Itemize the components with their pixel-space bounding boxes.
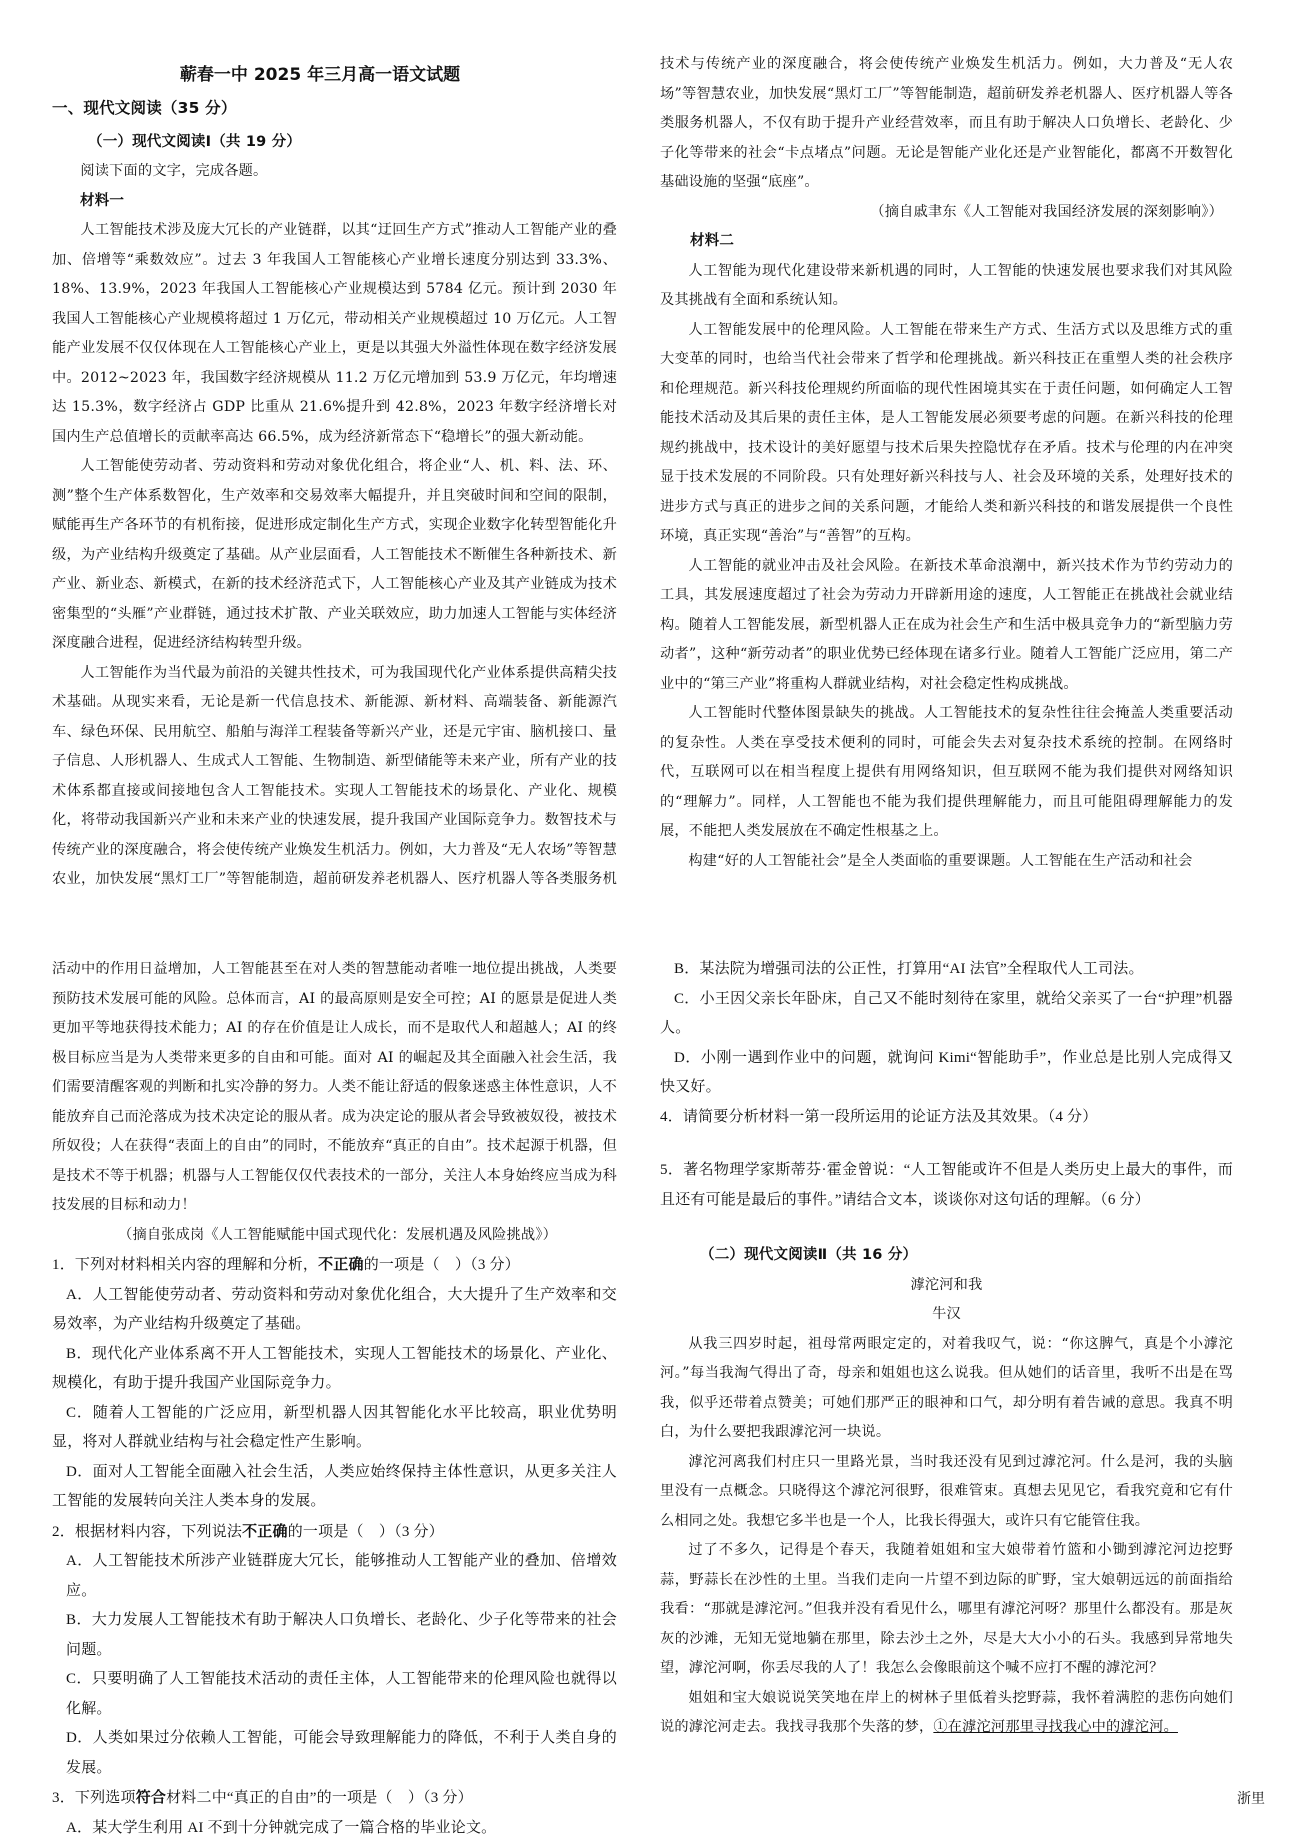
question-2-stem: 2．根据材料内容，下列说法不正确的一项是（ ）（3 分） [52, 1517, 617, 1548]
question-1-option-b[interactable]: B．现代化产业体系离不开人工智能技术，实现人工智能技术的场景化、产业化、规模化，有助于提升我国产业国际竞争力。 [52, 1340, 617, 1399]
question-3-option-b[interactable]: B．某法院为增强司法的公正性，打算用“AI 法官”全程取代人工司法。 [660, 955, 1233, 985]
paragraph: 人工智能时代整体图景缺失的挑战。人工智能技术的复杂性往往会掩盖人类重要活动的复杂性。人类在享受技术便利的同时，可能会失去对复杂技术系统的控制。在网络时代，互联网可以在相当程度上提供有用网络知识，但互联网不能为我们提供对网络知识的“理解力”。同样，人工智能也不能为我们提供理解能力，而且可能阻碍理解能力的发展，不能把人类发展放在不确定性根基之上。 [660, 699, 1233, 847]
question-2-option-c[interactable]: C．只要明确了人工智能技术活动的责任主体，人工智能带来的伦理风险也就得以化解。 [52, 1665, 617, 1724]
paragraph: 人工智能技术涉及庞大冗长的产业链群，以其“迂回生产方式”推动人工智能产业的叠加、倍增等“乘数效应”。过去 3 年我国人工智能核心产业增长速度分别达到 33.3%、18%、13.9%，2023 年我国人工智能核心产业规模达到 5784 亿元。预计到 2030 年我国人工智能核心产业规模将超过 1 万亿元，带动相关产业规模超过 10 万亿元。人工智能产业发展不仅仅体现在人工智能核心产业上，更是以其强大外溢性体现在数字经济发展中。2012~2023 年，我国数字经济规模从 11.2 万亿元增加到 53.9 万亿元，年均增速达 15.3%，数字经济占 GDP 比重从 21.6%提升到 42.8%，2023 年数字经济增长对国内生产总值增长的贡献率高达 66.5%，成为经济新常态下“稳增长”的强大新动能。 [52, 216, 617, 452]
subsection-heading: （二）现代文阅读Ⅱ（共 16 分） [660, 1241, 1233, 1271]
source-citation: （摘自戚聿东《人工智能对我国经济发展的深刻影响》） [660, 198, 1233, 228]
question-4[interactable]: 4．请简要分析材料一第一段所运用的论证方法及其效果。（4 分） [660, 1103, 1233, 1133]
paragraph: 人工智能使劳动者、劳动资料和劳动对象优化组合，将企业“人、机、料、法、环、测”整个生产体系数智化，生产效率和交易效率大幅提升，并且突破时间和空间的限制，赋能再生产各环节的有机衔接，促进形成定制化生产方式，实现企业数字化转型智能化升级，为产业结构升级奠定了基础。从产业层面看，人工智能技术不断催生各种新技术、新产业、新业态、新模式，在新的技术经济范式下，人工智能核心产业及其产业链成为技术密集型的“头雁”产业群链，通过技术扩散、产业关联效应，助力加速人工智能与实体经济深度融合进程，促进经济结构转型升级。 [52, 452, 617, 659]
paragraph: 姐姐和宝大娘说说笑笑地在岸上的树林子里低着头挖野蒜，我怀着满腔的悲伤向她们说的滹沱河走去。我找寻我那个失落的梦，①在滹沱河那里寻找我心中的滹沱河。 [660, 1684, 1233, 1743]
material-label: 材料一 [52, 187, 617, 217]
source-citation: （摘自张成岗《人工智能赋能中国式现代化：发展机遇及风险挑战》） [52, 1221, 617, 1251]
column-bottom-right [660, 955, 1233, 1743]
paragraph: 人工智能的就业冲击及社会风险。在新技术革命浪潮中，新兴技术作为节约劳动力的工具，其发展速度超过了社会为劳动力开辟新用途的速度，人工智能正在挑战社会就业结构。随着人工智能发展，新型机器人正在成为社会生产和生活中极具竞争力的“新型脑力劳动者”，这种“新劳动者”的职业优势已经体现在诸多行业。随着人工智能广泛应用，第二产业中的“第三产业”将重构人群就业结构，对社会稳定性构成挑战。 [660, 552, 1233, 700]
question-3-stem: 3．下列选项符合材料二中“真正的自由”的一项是（ ）（3 分） [52, 1783, 617, 1814]
column-bottom-left [52, 955, 617, 1843]
question-2-option-a[interactable]: A．人工智能技术所涉产业链群庞大冗长，能够推动人工智能产业的叠加、倍增效应。 [52, 1547, 617, 1606]
paragraph-continued: 活动中的作用日益增加，人工智能甚至在对人类的智慧能动者唯一地位提出挑战，人类要预防技术发展可能的风险。总体而言，AI 的最高原则是安全可控；AI 的愿景是促进人类更加平等地获得技术能力；AI 的存在价值是让人成长，而不是取代人和超越人；AI 的终极目标应当是为人类带来更多的自由和可能。面对 AI 的崛起及其全面融入社会生活，我们需要清醒客观的判断和扎实冷静的努力。人类不能让舒适的假象迷惑主体性意识，人不能放弃自己而沦落成为技术决定论的服从者。成为决定论的服从者会导致被奴役，被技术所奴役；人在获得“表面上的自由”的同时，不能放弃“真正的自由”。技术起源于机器，但是技术不等于机器；机器与人工智能仅仅代表技术的一部分，关注人本身始终应当成为科技发展的目标和动力！ [52, 955, 617, 1221]
paragraph-start: 构建“好的人工智能社会”是全人类面临的重要课题。人工智能在生产活动和社会 [660, 847, 1233, 877]
underlined-sentence: ①在滹沱河那里寻找我心中的滹沱河。 [933, 1719, 1178, 1735]
instruction: 阅读下面的文字，完成各题。 [52, 157, 617, 187]
column-top-right [660, 50, 1233, 876]
question-5[interactable]: 5．著名物理学家斯蒂芬·霍金曾说：“人工智能或许不但是人类历史上最大的事件，而且还有可能是最后的事件。”请结合文本，谈谈你对这句话的理解。（6 分） [660, 1156, 1233, 1215]
story-title: 滹沱河和我 [660, 1271, 1233, 1301]
paragraph: 从我三四岁时起，祖母常两眼定定的，对着我叹气，说：“你这脾气，真是个小滹沱河。”每当我淘气得出了奇，母亲和姐姐也这么说我。但从她们的话音里，我听不出是在骂我，似乎还带着点赞美；可她们那严正的眼神和口气，却分明有着告诫的意思。我真不明白，为什么要把我跟滹沱河一块说。 [660, 1330, 1233, 1448]
question-3-option-c[interactable]: C．小王因父亲长年卧床，自己又不能时刻待在家里，就给父亲买了一台“护理”机器人。 [660, 985, 1233, 1044]
question-3-option-a[interactable]: A．某大学生利用 AI 不到十分钟就完成了一篇合格的毕业论文。 [52, 1814, 617, 1843]
question-1-stem: 1．下列对材料相关内容的理解和分析，不正确的一项是（ ）（3 分） [52, 1250, 617, 1281]
subsection-heading: （一）现代文阅读Ⅰ（共 19 分） [52, 128, 617, 158]
question-2-option-d[interactable]: D．人类如果过分依赖人工智能，可能会导致理解能力的降低，不利于人类自身的发展。 [52, 1724, 617, 1783]
footer-watermark: 浙里 [1237, 1788, 1265, 1808]
paragraph: 滹沱河离我们村庄只一里路光景，当时我还没有见到过滹沱河。什么是河，我的头脑里没有一点概念。只晓得这个滹沱河很野，很难管束。真想去见见它，看我究竟和它有什么相同之处。我想它多半也是一个人，比我长得强大，或许只有它能管住我。 [660, 1448, 1233, 1537]
paragraph: 过了不多久，记得是个春天，我随着姐姐和宝大娘带着竹篮和小锄到滹沱河边挖野蒜，野蒜长在沙性的土里。当我们走向一片望不到边际的旷野，宝大娘朝远远的前面指给我看：“那就是滹沱河。”但我并没有看见什么，哪里有滹沱河呀？那里什么都没有。那是灰灰的沙滩，无知无觉地躺在那里，除去沙土之外，尽是大大小小的石头。我感到异常地失望，滹沱河啊，你丢尽我的人了！我怎么会像眼前这个喊不应打不醒的滹沱河？ [660, 1536, 1233, 1684]
column-top-left [52, 94, 617, 893]
question-3-option-d[interactable]: D．小刚一遇到作业中的问题，就询问 Kimi“智能助手”，作业总是比别人完成得又快又好。 [660, 1044, 1233, 1103]
paragraph-continued: 技术与传统产业的深度融合，将会使传统产业焕发生机活力。例如，大力普及“无人农场”等智慧农业，加快发展“黑灯工厂”等智能制造，超前研发养老机器人、医疗机器人等各类服务机器人，不仅有助于提升产业经营效率，而且有助于解决人口负增长、老龄化、少子化等带来的社会“卡点堵点”问题。无论是智能产业化还是产业智能化，都离不开数智化基础设施的坚强“底座”。 [660, 50, 1233, 198]
question-1-option-d[interactable]: D．面对人工智能全面融入社会生活，人类应始终保持主体性意识，从更多关注人工智能的发展转向关注人类本身的发展。 [52, 1458, 617, 1517]
question-1-option-c[interactable]: C．随着人工智能的广泛应用，新型机器人因其智能化水平比较高，职业优势明显，将对人群就业结构与社会稳定性产生影响。 [52, 1399, 617, 1458]
question-1-option-a[interactable]: A．人工智能使劳动者、劳动资料和劳动对象优化组合，大大提升了生产效率和交易效率，为产业结构升级奠定了基础。 [52, 1281, 617, 1340]
question-2-option-b[interactable]: B．大力发展人工智能技术有助于解决人口负增长、老龄化、少子化等带来的社会问题。 [52, 1606, 617, 1665]
material-label: 材料二 [660, 227, 1233, 257]
section-heading: 一、现代文阅读（35 分） [52, 94, 617, 124]
page-title: 蕲春一中 2025 年三月高一语文试题 [0, 60, 640, 85]
paragraph: 人工智能作为当代最为前沿的关键共性技术，可为我国现代化产业体系提供高精尖技术基础。从现实来看，无论是新一代信息技术、新能源、新材料、高端装备、新能源汽车、绿色环保、民用航空、船舶与海洋工程装备等新兴产业，还是元宇宙、脑机接口、量子信息、人形机器人、生成式人工智能、生物制造、新型储能等未来产业，所有产业的技术体系都直接或间接地包含人工智能技术。实现人工智能技术的场景化、产业化、规模化，将带动我国新兴产业和未来产业的快速发展，提升我国产业国际竞争力。数智技术与传统产业的深度融合，将会使传统产业焕发生机活力。例如，大力普及“无人农场”等智慧农业，加快发展“黑灯工厂”等智能制造，超前研发养老机器人、医疗机器人等各类服务机 [52, 659, 617, 893]
story-author: 牛汉 [660, 1300, 1233, 1330]
paragraph: 人工智能为现代化建设带来新机遇的同时，人工智能的快速发展也要求我们对其风险及其挑战有全面和系统认知。 [660, 257, 1233, 316]
paragraph: 人工智能发展中的伦理风险。人工智能在带来生产方式、生活方式以及思维方式的重大变革的同时，也给当代社会带来了哲学和伦理挑战。新兴科技正在重塑人类的社会秩序和伦理规范。新兴科技伦理规约所面临的现代性困境其实在于责任问题，如何确定人工智能技术活动及其后果的责任主体，是人工智能发展必须要考虑的问题。在新兴科技的伦理规约挑战中，技术设计的美好愿望与技术后果失控隐忧存在矛盾。技术与伦理的内在冲突显于技术发展的不同阶段。只有处理好新兴科技与人、社会及环境的关系，处理好技术的进步方式与真正的进步之间的关系问题，才能给人类和新兴科技的和谐发展提供一个良性环境，真正实现“善治”与“善智”的互构。 [660, 316, 1233, 552]
